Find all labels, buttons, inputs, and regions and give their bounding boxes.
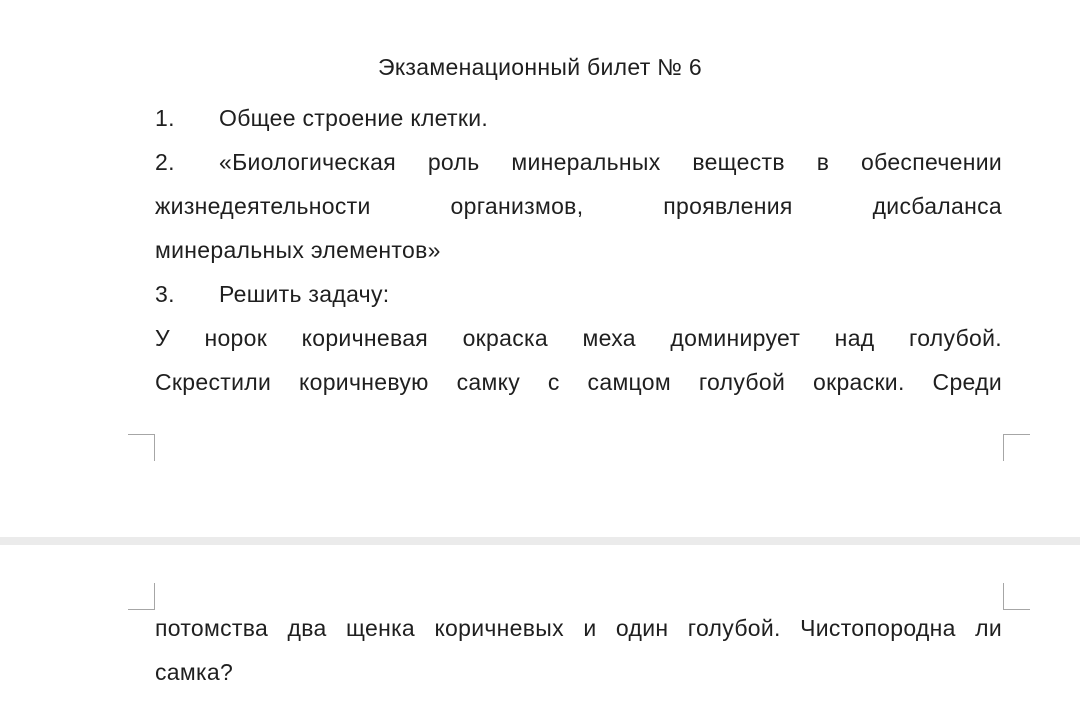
ticket-title: Экзаменационный билет № 6 (377, 54, 703, 80)
list-item-3 (155, 279, 1002, 309)
task-text-line: Скрестили коричневую самку с самцом голубой окраски. Среди (155, 369, 1002, 395)
list-item-2 (155, 147, 1002, 177)
list-item-2-continuation: жизнедеятельности организмов, проявления дисбаланса (155, 193, 1002, 219)
task-text-line: потомства два щенка коричневых и один голубой. Чистопородна ли (155, 615, 1002, 641)
margin-corner-mark (128, 583, 155, 610)
list-item-number: 1. (155, 105, 175, 131)
list-item-number: 3. (155, 281, 175, 307)
list-item-text: Общее строение клетки. (219, 105, 489, 131)
list-item-number: 2. (155, 149, 175, 175)
page-break-gap (0, 537, 1080, 545)
list-item-1 (155, 103, 1002, 133)
margin-corner-mark (128, 434, 155, 461)
margin-corner-mark (1003, 434, 1030, 461)
list-item-2-continuation: минеральных элементов» (155, 237, 441, 263)
margin-corner-mark (1003, 583, 1030, 610)
list-item-text: Решить задачу: (219, 281, 390, 307)
task-text-line: самка? (155, 659, 234, 685)
task-text-line: У норок коричневая окраска меха доминирует над голубой. (155, 325, 1002, 351)
list-item-text: «Биологическая роль минеральных веществ в обеспечении (219, 149, 1002, 175)
